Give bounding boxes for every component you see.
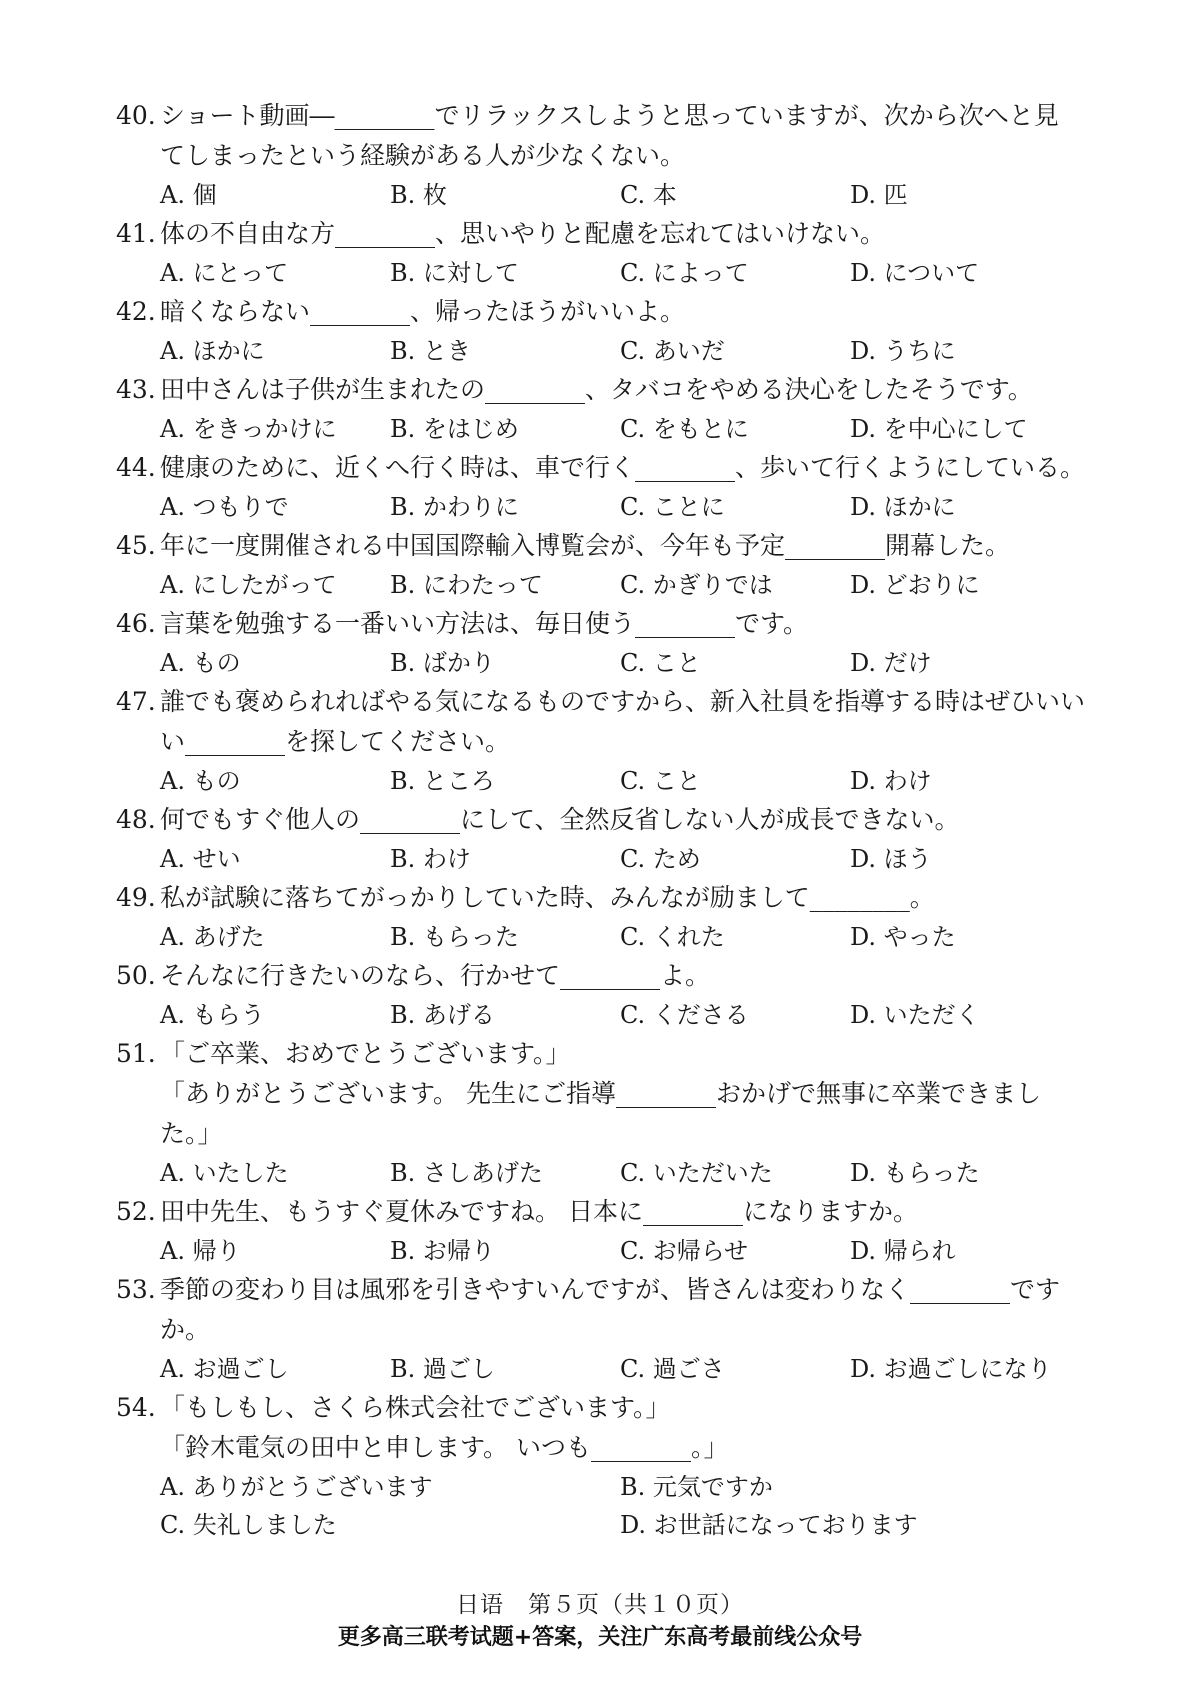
answer-option: D. うちに: [850, 337, 956, 365]
question-number: 54.: [116, 1393, 156, 1422]
question-number: 49.: [116, 883, 156, 912]
answer-options: [116, 488, 1106, 526]
answer-option: B. かわりに: [390, 493, 519, 521]
question-text: 健康のために、近くへ行く時は、車で行く________、歩いて行くようにしている。: [160, 453, 1086, 482]
question-stem-line: [116, 526, 1106, 566]
question-block: [116, 604, 1106, 682]
question-text: 「ご卒業、おめでとうございます。」: [160, 1039, 571, 1068]
answer-option: C. くれた: [620, 923, 725, 951]
question-block: [116, 370, 1106, 448]
question-stem-line: [116, 292, 1106, 332]
question-text: ショート動画―________でリラックスしようと思っていますが、次から次へと見: [160, 101, 1059, 130]
question-block: [116, 526, 1106, 604]
answer-option: C. かぎりでは: [620, 571, 773, 599]
answer-option: A. あげた: [160, 923, 265, 951]
answer-option: B. ばかり: [390, 649, 495, 677]
page-number-label: 日语 第５页（共１０页）: [456, 1592, 744, 1618]
question-text: 体の不自由な方________、思いやりと配慮を忘れてはいけない。: [160, 219, 886, 248]
question-number: 45.: [116, 531, 156, 560]
question-block: [116, 214, 1106, 292]
answer-option: C. ため: [620, 845, 701, 873]
question-number: 41.: [116, 219, 156, 248]
question-number: 43.: [116, 375, 156, 404]
question-text: 言葉を勉強する一番いい方法は、毎日使う________です。: [160, 609, 809, 638]
question-text: 田中先生、もうすぐ夏休みですね。 日本に________になりますか。: [160, 1197, 918, 1226]
question-block: [116, 96, 1106, 214]
question-stem-line: [116, 214, 1106, 254]
answer-option: D. もらった: [850, 1159, 980, 1187]
answer-options: [116, 840, 1106, 878]
answer-option: A. ほかに: [160, 337, 265, 365]
question-text: 年に一度開催される中国国際輸入博覧会が、今年も予定________開幕した。: [160, 531, 1011, 560]
answer-option: D. いただく: [850, 1001, 980, 1029]
question-number: 40.: [116, 101, 156, 130]
answer-option: D. ほかに: [850, 493, 956, 521]
answer-option: D. ほう: [850, 845, 932, 873]
answer-options: [116, 1232, 1106, 1270]
question-text: い________を探してください。: [160, 727, 511, 756]
question-block: [116, 448, 1106, 526]
answer-option: A. にとって: [160, 259, 289, 287]
question-block: [116, 1270, 1106, 1388]
answer-option: C. ことに: [620, 493, 725, 521]
answer-options: [116, 918, 1106, 956]
question-block: [116, 800, 1106, 878]
question-block: [116, 1034, 1106, 1192]
answer-option: A. ありがとうございます: [160, 1473, 433, 1501]
answer-option: B. 元気ですか: [620, 1473, 773, 1501]
answer-option: D. わけ: [850, 767, 932, 795]
question-stem-line: [116, 956, 1106, 996]
question-stem-line: [116, 1388, 1106, 1428]
question-number: 53.: [116, 1275, 156, 1304]
answer-options: [116, 176, 1106, 214]
question-text: 田中さんは子供が生まれたの________、タバコをやめる決心をしたそうです。: [160, 375, 1033, 404]
question-number: 50.: [116, 961, 156, 990]
question-stem-line: [116, 800, 1106, 840]
question-stem-line: [116, 1074, 1106, 1114]
question-block: [116, 1388, 1106, 1544]
question-stem-line: [116, 604, 1106, 644]
question-text: そんなに行きたいのなら、行かせて________よ。: [160, 961, 711, 990]
answer-option: B. わけ: [390, 845, 471, 873]
question-text: 「ありがとうございます。 先生にご指導________おかげで無事に卒業できまし: [160, 1079, 1041, 1108]
answer-option: A. お過ごし: [160, 1355, 289, 1383]
answer-option: A. 個: [160, 181, 217, 209]
question-number: 48.: [116, 805, 156, 834]
answer-option: B. もらった: [390, 923, 519, 951]
question-stem-line: [116, 1034, 1106, 1074]
answer-options: [116, 1350, 1106, 1388]
answer-option: C. あいだ: [620, 337, 725, 365]
question-text: 季節の変わり目は風邪を引きやすいんですが、皆さんは変わりなく________ですか。: [160, 1275, 1061, 1344]
answer-option: D. を中心にして: [850, 415, 1028, 443]
answer-option: A. せい: [160, 845, 241, 873]
question-text: てしまったという経験がある人が少なくない。: [160, 141, 686, 170]
question-text: 暗くならない________、帰ったほうがいいよ。: [160, 297, 686, 326]
answer-option: A. いたした: [160, 1159, 289, 1187]
answer-option: C. によって: [620, 259, 749, 287]
answer-option: C. 本: [620, 181, 677, 209]
answer-option: B. にわたって: [390, 571, 543, 599]
question-stem-line: [116, 1270, 1106, 1350]
answer-option: D. について: [850, 259, 980, 287]
question-list: [116, 96, 1106, 1544]
answer-option: D. お過ごしになり: [850, 1355, 1052, 1383]
question-number: 44.: [116, 453, 156, 482]
answer-option: B. さしあげた: [390, 1159, 543, 1187]
question-text: 「鈴木電気の田中と申します。 いつも________。」: [160, 1433, 729, 1462]
answer-options: [116, 762, 1106, 800]
question-text: 私が試験に落ちてがっかりしていた時、みんなが励まして________。: [160, 883, 935, 912]
answer-option: A. もの: [160, 767, 241, 795]
question-text: 誰でも褒められればやる気になるものですから、新入社員を指導する時はぜひいい: [160, 687, 1086, 716]
answer-option: B. とき: [390, 337, 471, 365]
question-text: 何でもすぐ他人の________にして、全然反省しない人が成長できない。: [160, 805, 960, 834]
answer-option: B. お帰り: [390, 1237, 495, 1265]
answer-option: C. くださる: [620, 1001, 749, 1029]
answer-option: A. つもりで: [160, 493, 289, 521]
answer-options: [116, 332, 1106, 370]
answer-option: D. 匹: [850, 181, 908, 209]
answer-option: D. お世話になっております: [620, 1511, 918, 1539]
answer-option: B. に対して: [390, 259, 519, 287]
question-stem-line: [116, 448, 1106, 488]
answer-options: [116, 1468, 1106, 1544]
answer-option: C. こと: [620, 649, 701, 677]
promo-text: 更多高三联考试题+答案，关注广东高考最前线公众号: [337, 1625, 863, 1650]
answer-option: A. もの: [160, 649, 241, 677]
question-text: 「もしもし、さくら株式会社でございます。」: [160, 1393, 671, 1422]
answer-option: C. こと: [620, 767, 701, 795]
question-stem-line: [116, 722, 1106, 762]
question-block: [116, 956, 1106, 1034]
answer-options: [116, 566, 1106, 604]
question-stem-line: [116, 1114, 1106, 1154]
question-number: 46.: [116, 609, 156, 638]
question-stem-line: [116, 682, 1106, 722]
answer-option: A. にしたがって: [160, 571, 337, 599]
question-stem-line: [116, 1428, 1106, 1468]
question-stem-line: [116, 878, 1106, 918]
question-block: [116, 292, 1106, 370]
question-number: 52.: [116, 1197, 156, 1226]
answer-option: B. 過ごし: [390, 1355, 495, 1383]
answer-option: C. 過ごさ: [620, 1355, 725, 1383]
question-block: [116, 1192, 1106, 1270]
question-number: 47.: [116, 687, 156, 716]
question-stem-line: [116, 96, 1106, 136]
answer-options: [116, 996, 1106, 1034]
answer-options: [116, 410, 1106, 448]
answer-option: A. もらう: [160, 1001, 265, 1029]
answer-option: A. 帰り: [160, 1237, 241, 1265]
question-number: 42.: [116, 297, 156, 326]
answer-option: B. あげる: [390, 1001, 495, 1029]
question-number: 51.: [116, 1039, 156, 1068]
question-stem-line: [116, 136, 1106, 176]
question-text: た。」: [160, 1119, 223, 1148]
answer-options: [116, 644, 1106, 682]
answer-option: C. をもとに: [620, 415, 749, 443]
answer-option: C. いただいた: [620, 1159, 773, 1187]
answer-option: A. をきっかけに: [160, 415, 337, 443]
answer-option: D. どおりに: [850, 571, 980, 599]
answer-option: C. 失礼しました: [160, 1511, 337, 1539]
answer-option: D. やった: [850, 923, 956, 951]
answer-options: [116, 254, 1106, 292]
answer-option: D. 帰られ: [850, 1237, 956, 1265]
answer-option: C. お帰らせ: [620, 1237, 749, 1265]
question-stem-line: [116, 370, 1106, 410]
answer-option: B. をはじめ: [390, 415, 519, 443]
question-block: [116, 878, 1106, 956]
question-stem-line: [116, 1192, 1106, 1232]
answer-option: D. だけ: [850, 649, 932, 677]
answer-options: [116, 1154, 1106, 1192]
answer-option: B. 枚: [390, 181, 447, 209]
answer-option: B. ところ: [390, 767, 495, 795]
question-block: [116, 682, 1106, 800]
